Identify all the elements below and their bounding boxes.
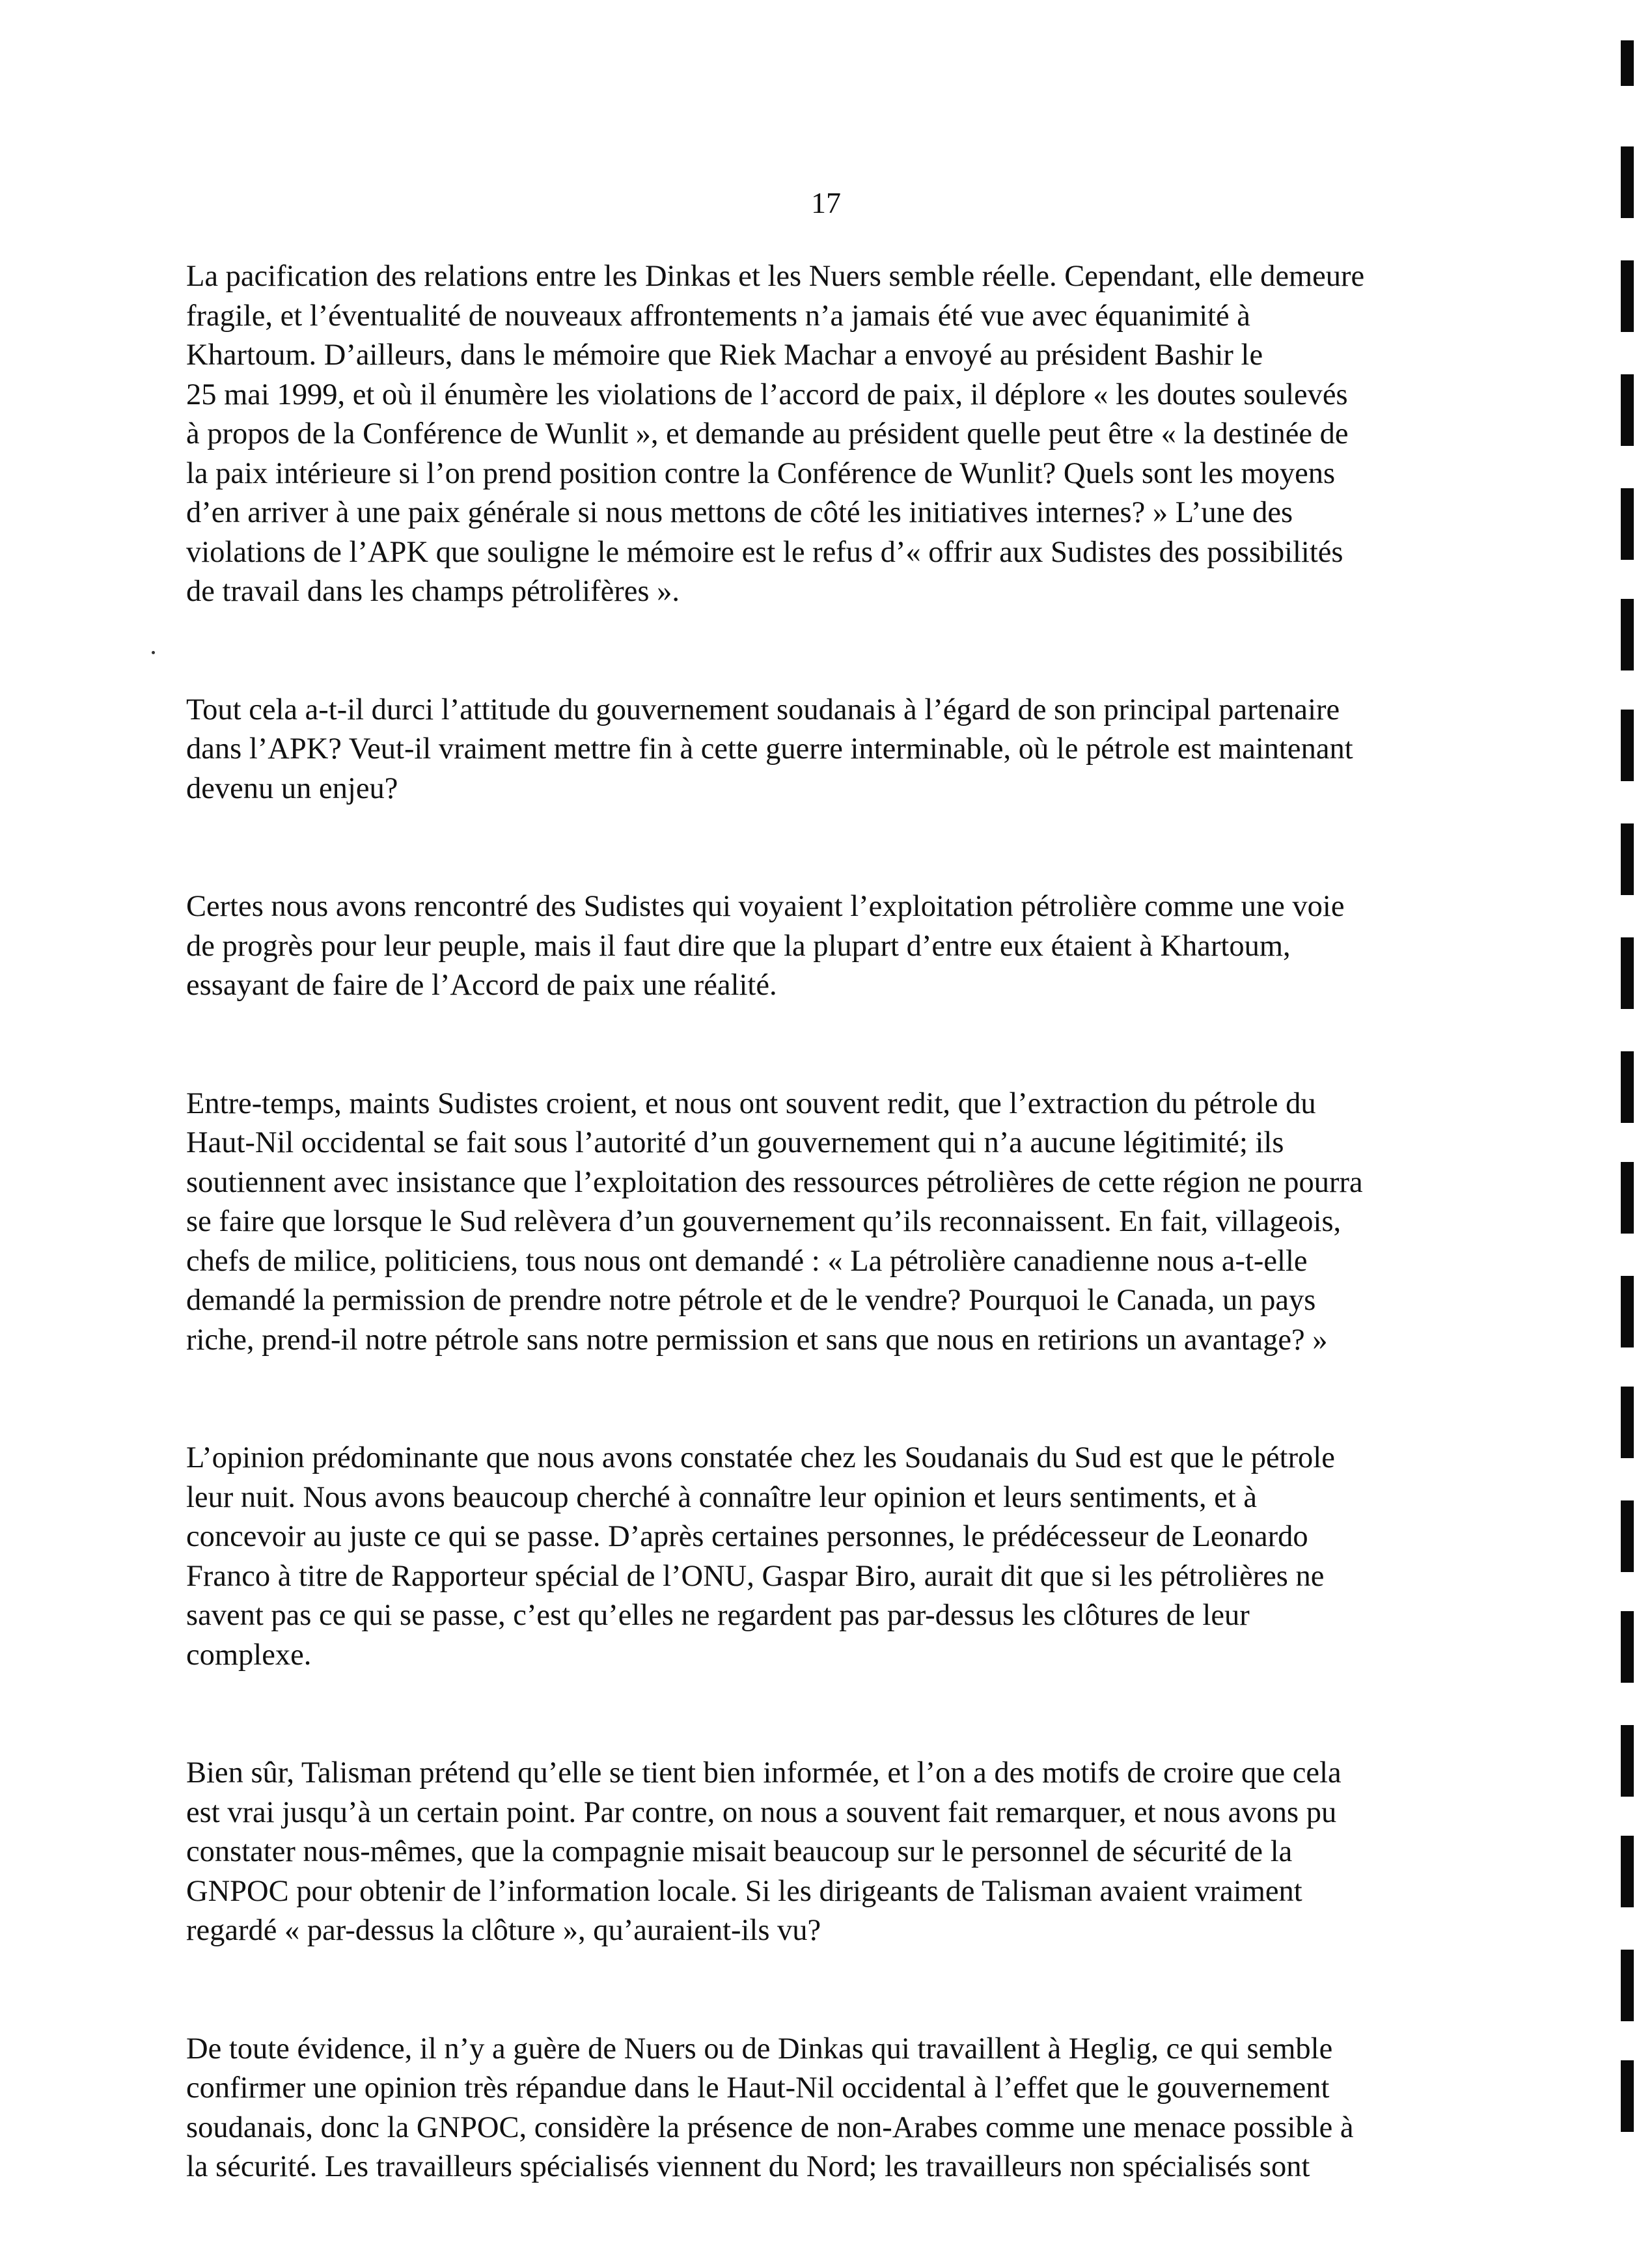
margin-mark <box>1621 2060 1634 2132</box>
margin-mark <box>1621 1162 1634 1234</box>
margin-mark <box>1621 146 1634 218</box>
text-line: Bien sûr, Talisman prétend qu’elle se tient bien informée, et l’on a des motifs de croire que cela <box>186 1756 1342 1789</box>
margin-mark <box>1621 1611 1634 1683</box>
margin-mark <box>1621 1725 1634 1797</box>
text-line: est vrai jusqu’à un certain point. Par contre, on nous a souvent fait remarquer, et nous avons pu <box>186 1795 1337 1829</box>
paragraph-1 <box>186 257 1423 612</box>
text-line: chefs de milice, politiciens, tous nous ont demandé : « La pétrolière canadienne nous a-t-elle <box>186 1244 1308 1278</box>
margin-mark <box>1621 40 1634 86</box>
margin-mark <box>1621 1836 1634 1907</box>
text-line: complexe. <box>186 1638 312 1672</box>
text-line: regardé « par-dessus la clôture », qu’auraient-ils vu? <box>186 1914 821 1947</box>
text-line: Tout cela a-t-il durci l’attitude du gouvernement soudanais à l’égard de son principal partenaire <box>186 693 1340 726</box>
text-line: Franco à titre de Rapporteur spécial de l’ONU, Gaspar Biro, aurait dit que si les pétrolières ne <box>186 1559 1325 1593</box>
margin-mark <box>1621 1276 1634 1347</box>
text-line: la sécurité. Les travailleurs spécialisés viennent du Nord; les travailleurs non spécialisés sont <box>186 2150 1310 2183</box>
text-line: L’opinion prédominante que nous avons constatée chez les Soudanais du Sud est que le pétrole <box>186 1441 1335 1474</box>
margin-mark <box>1621 710 1634 781</box>
text-line: constater nous-mêmes, que la compagnie misait beaucoup sur le personnel de sécurité de la <box>186 1835 1293 1868</box>
text-line: de travail dans les champs pétrolifères ». <box>186 575 680 608</box>
margin-mark <box>1621 374 1634 446</box>
text-line: la paix intérieure si l’on prend position contre la Conférence de Wunlit? Quels sont les moyens <box>186 456 1336 490</box>
text-line: dans l’APK? Veut-il vraiment mettre fin à cette guerre interminable, où le pétrole est maintenant <box>186 732 1353 766</box>
paragraph-5 <box>186 1439 1423 1675</box>
text-line: d’en arriver à une paix générale si nous mettons de côté les initiatives internes? » L’une des <box>186 496 1293 529</box>
margin-mark <box>1621 488 1634 560</box>
scanner-margin-marks <box>1613 0 1652 2157</box>
text-line: leur nuit. Nous avons beaucoup cherché à connaître leur opinion et leurs sentiments, et à <box>186 1480 1258 1514</box>
text-line: demandé la permission de prendre notre pétrole et de le vendre? Pourquoi le Canada, un pays <box>186 1284 1316 1317</box>
paragraph-4 <box>186 1085 1423 1361</box>
margin-mark <box>1621 260 1634 332</box>
page-number: 17 <box>811 186 841 219</box>
text-line: Entre-temps, maints Sudistes croient, et nous ont souvent redit, que l’extraction du pétrole du <box>186 1086 1316 1120</box>
text-line: Certes nous avons rencontré des Sudistes qui voyaient l’exploitation pétrolière comme une voie <box>186 890 1345 923</box>
body-text <box>186 257 1423 2266</box>
text-line: concevoir au juste ce qui se passe. D’après certaines personnes, le prédécesseur de Leonardo <box>186 1520 1308 1553</box>
text-line: Khartoum. D’ailleurs, dans le mémoire que Riek Machar a envoyé au président Bashir le <box>186 339 1263 372</box>
text-line: violations de l’APK que souligne le mémoire est le refus d’« offrir aux Sudistes des possibilités <box>186 535 1343 569</box>
margin-mark <box>1621 937 1634 1009</box>
paragraph-6 <box>186 1754 1423 1951</box>
text-line: soutiennent avec insistance que l’exploitation des ressources pétrolières de cette région ne pourra <box>186 1165 1363 1199</box>
text-line: La pacification des relations entre les Dinkas et les Nuers semble réelle. Cependant, elle demeure <box>186 260 1365 293</box>
text-line: Haut-Nil occidental se fait sous l’autorité d’un gouvernement qui n’a aucune légitimité; ils <box>186 1126 1284 1159</box>
stray-mark <box>152 651 155 654</box>
margin-mark <box>1621 1387 1634 1458</box>
text-line: confirmer une opinion très répandue dans le Haut-Nil occidental à l’effet que le gouvernement <box>186 2071 1330 2105</box>
text-line: essayant de faire de l’Accord de paix une réalité. <box>186 969 777 1002</box>
margin-mark <box>1621 1500 1634 1572</box>
paragraph-2 <box>186 691 1423 809</box>
text-line: devenu un enjeu? <box>186 771 398 805</box>
margin-mark <box>1621 823 1634 895</box>
text-line: savent pas ce qui se passe, c’est qu’elles ne regardent pas par-dessus les clôtures de leur <box>186 1599 1250 1632</box>
paragraph-3 <box>186 887 1423 1006</box>
text-line: soudanais, donc la GNPOC, considère la présence de non-Arabes comme une menace possible à <box>186 2110 1354 2144</box>
text-line: De toute évidence, il n’y a guère de Nuers ou de Dinkas qui travaillent à Heglig, ce qui semble <box>186 2032 1333 2066</box>
text-line: fragile, et l’éventualité de nouveaux affrontements n’a jamais été vue avec équanimité à <box>186 299 1250 333</box>
text-line: de progrès pour leur peuple, mais il faut dire que la plupart d’entre eux étaient à Khartoum, <box>186 929 1291 963</box>
margin-mark <box>1621 1950 1634 2021</box>
margin-mark <box>1621 599 1634 670</box>
paragraph-7 <box>186 2030 1423 2187</box>
text-line: se faire que lorsque le Sud relèvera d’un gouvernement qu’ils reconnaissent. En fait, villageois, <box>186 1205 1342 1238</box>
text-line: riche, prend-il notre pétrole sans notre permission et sans que nous en retirions un avantage? » <box>186 1323 1328 1357</box>
margin-mark <box>1621 1051 1634 1123</box>
text-line: à propos de la Conférence de Wunlit », et demande au président quelle peut être « la destinée de <box>186 417 1349 450</box>
text-line: GNPOC pour obtenir de l’information locale. Si les dirigeants de Talisman avaient vraiment <box>186 1874 1302 1908</box>
text-line: 25 mai 1999, et où il énumère les violations de l’accord de paix, il déplore « les doutes soulevés <box>186 378 1348 411</box>
